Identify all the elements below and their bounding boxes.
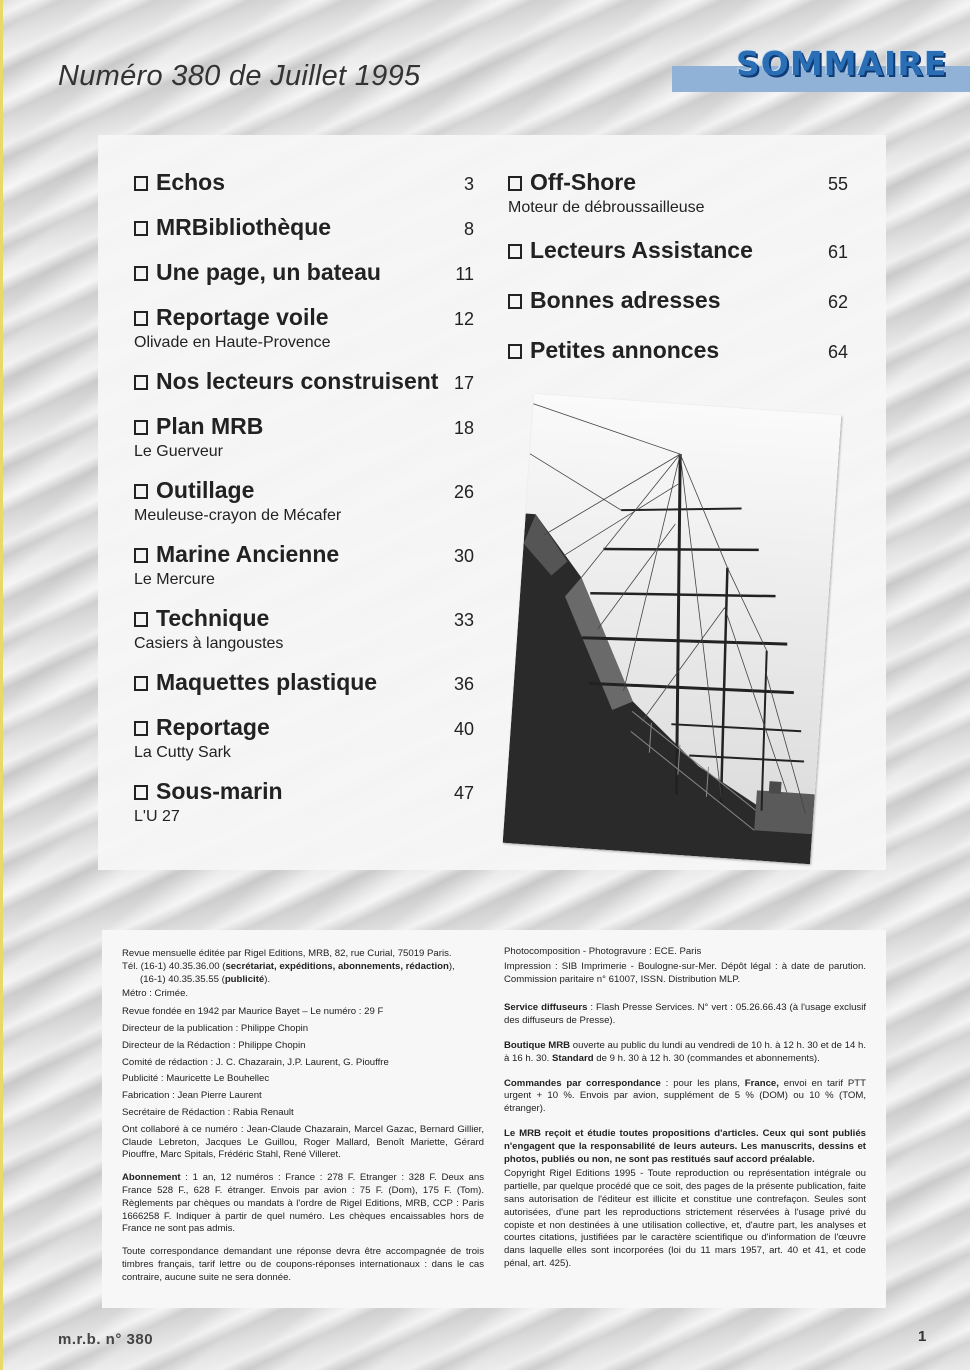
toc-entry[interactable] [508, 287, 848, 337]
contributors: Ont collaboré à ce numéro : Jean-Claude Chazarain, Marcel Gazac, Bernard Gillier, Claude Lebreton, Jacques Le Guillou, Roger Mallard, Benoît Mariette, Gérard Piouffre, Marc Spitals, Frédéric Stahl, René Villeret. [122, 1123, 484, 1161]
colophon-right-column [504, 946, 866, 1277]
tall-ship-photo [503, 394, 842, 864]
toc-entry-subtitle: Meuleuse-crayon de Mécafer [134, 507, 342, 524]
checkbox-icon [508, 244, 522, 259]
toc-entry[interactable] [134, 477, 474, 541]
toc-entry[interactable] [134, 714, 474, 778]
toc-entry-title: Plan MRB [156, 413, 264, 439]
toc-entry-page: 12 [453, 309, 474, 329]
toc-entry[interactable] [508, 337, 848, 387]
toc-entry-title: Marine Ancienne [156, 541, 340, 567]
toc-entry-title: Echos [156, 169, 226, 195]
checkbox-icon [134, 176, 148, 191]
checkbox-icon [508, 344, 522, 359]
checkbox-icon [134, 612, 148, 627]
toc-entry[interactable] [134, 669, 474, 714]
advertising-contact: Publicité : Mauricette Le Bouhellec [122, 1073, 270, 1085]
toc-entry[interactable] [134, 169, 474, 214]
toc-entry-title: Une page, un bateau [156, 259, 381, 285]
submissions-notice: Le MRB reçoit et étudie toutes propositions d'articles. Ceux qui sont publiés n'engagent que la responsabilité de leurs auteurs. Les manuscrits, dessins et photos, publiés ou non, ne sont pas restitués sauf accord préalable. [504, 1127, 866, 1165]
toc-entry-page: 47 [453, 783, 474, 803]
page-number: 1 [918, 1328, 927, 1345]
metro-info: Métro : Crimée. [122, 988, 189, 1000]
checkbox-icon [134, 266, 148, 281]
checkbox-icon [508, 294, 522, 309]
photocomposition-info: Photocomposition - Photogravure : ECE. Paris [504, 946, 702, 957]
colophon [102, 930, 886, 1308]
toc-entry-page: 55 [827, 174, 848, 194]
orders-info: Commandes par correspondance : pour les plans, France, envoi en tarif PTT urgent + 10 %. Envois par avion, supplément de 5 % (DOM) ou 10 % (TOM, étranger). [504, 1077, 867, 1115]
distributors-info: Service diffuseurs : Flash Presse Services. N° vert : 05.26.66.43 (à l'usage exclusif des diffuseurs de Presse). [504, 1002, 867, 1027]
toc-entry-page: 11 [455, 264, 474, 284]
checkbox-icon [134, 676, 148, 691]
toc-entry-title: Technique [156, 605, 270, 631]
printing-info: Impression : SIB Imprimerie - Boulogne-sur-Mer. Dépôt légal : à date de parution. Commission paritaire n° 61007, ISSN. Distribution MLP. [504, 960, 866, 985]
toc-entry[interactable] [134, 214, 474, 259]
toc-entry-title: Off-Shore [530, 169, 637, 195]
toc-entry[interactable] [508, 237, 848, 287]
toc-entry-title: Outillage [156, 477, 255, 503]
toc-entry-subtitle: Le Guerveur [134, 443, 223, 460]
toc-entry-page: 18 [453, 418, 474, 438]
toc-right-column [508, 169, 848, 387]
toc-entry-page: 64 [827, 342, 848, 362]
toc-entry-title: Reportage [156, 714, 270, 740]
editorial-committee: Comité de rédaction : J. C. Chazarain, J.P. Laurent, G. Piouffre [122, 1056, 389, 1068]
checkbox-icon [134, 420, 148, 435]
checkbox-icon [134, 484, 148, 499]
sommaire-heading: SOMMAIRE [736, 44, 948, 83]
toc-entry-page: 40 [453, 719, 474, 739]
toc-entry[interactable] [134, 304, 474, 368]
toc-entry-title: Lecteurs Assistance [530, 237, 753, 263]
director-redaction: Directeur de la Rédaction : Philippe Chopin [122, 1039, 306, 1051]
toc-entry-page: 36 [453, 674, 474, 694]
toc-entry-page: 3 [463, 174, 474, 194]
colophon-left-column [122, 948, 484, 1291]
toc-entry-subtitle: La Cutty Sark [134, 744, 231, 761]
founding-info: Revue fondée en 1942 par Maurice Bayet – Le numéro : 29 F [122, 1006, 384, 1018]
toc-entry-title: Maquettes plastique [156, 669, 378, 695]
page-edge-strip [0, 0, 3, 1370]
toc-entry-subtitle: Moteur de débroussailleuse [508, 199, 705, 216]
checkbox-icon [134, 375, 148, 390]
checkbox-icon [508, 176, 522, 191]
toc-entry-subtitle: L'U 27 [134, 808, 180, 825]
toc-entry-page: 30 [453, 546, 474, 566]
issue-title: Numéro 380 de Juillet 1995 [58, 60, 421, 92]
toc-entry-title: Reportage voile [156, 304, 329, 330]
toc-entry-page: 8 [463, 219, 474, 239]
toc-entry[interactable] [134, 778, 474, 842]
toc-entry-page: 26 [453, 482, 474, 502]
copyright-notice: Copyright Rigel Editions 1995 - Toute reproduction ou représentation intégrale ou partielle, par quelque procédé que ce soit, des pages de la présente publication, faite sans autorisation de l'éditeur est illicite et constitue une contrefaçon. Seules sont autorisées, d'une part les reproductions strictement réservées à l'usage privé du copiste et non destinées à une utilisation collective, et, d'autre part, les analyses et courtes citations, justifiées par le caractère scientifique ou d'information de l'œuvre dans laquelle elles sont incorporées (loi du 11 mars 1957, art. 40 et 41, et code pénal, art. 425). [504, 1168, 866, 1269]
toc-entry-title: MRBibliothèque [156, 214, 332, 240]
toc-entry[interactable] [134, 259, 474, 304]
toc-entry-title: Sous-marin [156, 778, 283, 804]
shop-info: Boutique MRB ouverte au public du lundi au vendredi de 10 h. à 12 h. 30 et de 14 h. à 16 h. 30. Standard de 9 h. 30 à 12 h. 30 (commandes et abonnements). [504, 1039, 866, 1064]
toc-entry[interactable] [134, 541, 474, 605]
toc-entry[interactable] [508, 169, 848, 237]
toc-entry-subtitle: Olivade en Haute-Provence [134, 334, 331, 351]
editorial-secretary: Secrétaire de Rédaction : Rabia Renault [122, 1106, 294, 1118]
correspondence-info: Toute correspondance demandant une réponse devra être accompagnée de trois timbres français, tarif lettre ou de coupons-réponses internationaux : dans le cas contraire, aucune suite ne sera donnée. [122, 1246, 484, 1283]
toc-entry[interactable] [134, 605, 474, 669]
checkbox-icon [134, 221, 148, 236]
checkbox-icon [134, 311, 148, 326]
toc-entry-subtitle: Casiers à langoustes [134, 635, 284, 652]
toc-entry-page: 17 [453, 373, 474, 393]
toc-entry-title: Petites annonces [530, 337, 720, 363]
toc-entry-page: 33 [453, 610, 474, 630]
toc-left-column [134, 169, 474, 842]
toc-entry-page: 62 [827, 292, 848, 312]
checkbox-icon [134, 548, 148, 563]
director-publication: Directeur de la publication : Philippe Chopin [122, 1022, 309, 1034]
toc-entry-page: 61 [827, 242, 848, 262]
footer-issue-label: m.r.b. n° 380 [58, 1331, 154, 1348]
fabrication-contact: Fabrication : Jean Pierre Laurent [122, 1090, 262, 1102]
checkbox-icon [134, 721, 148, 736]
toc-entry-title: Bonnes adresses [530, 287, 721, 313]
toc-entry[interactable] [134, 413, 474, 477]
toc-entry-subtitle: Le Mercure [134, 571, 215, 588]
toc-entry-title: Nos lecteurs construisent [156, 368, 439, 394]
toc-entry[interactable] [134, 368, 474, 413]
publisher-info: Revue mensuelle éditée par Rigel Editions, MRB, 82, rue Curial, 75019 Paris. Tél. (16-1) 40.35.36.00 (secrétariat, expéditions, abonnements, rédaction), (16-1) 40.35.35.55 (publicité). [122, 948, 455, 985]
subscription-info: Abonnement : 1 an, 12 numéros : France : 278 F. Etranger : 328 F. Deux ans France 528 F., 628 F. étranger. Envois par avion : 75 F. (Dom), 175 F. (Tom). Règlements par chèques ou mandats à l'ordre de Rigel Editions, MRB, CCP : Paris 1666258 F. Indiquer à partir de quel numéro. Les chèques encaissables hors de France ne sont pas admis. [122, 1172, 484, 1235]
checkbox-icon [134, 785, 148, 800]
